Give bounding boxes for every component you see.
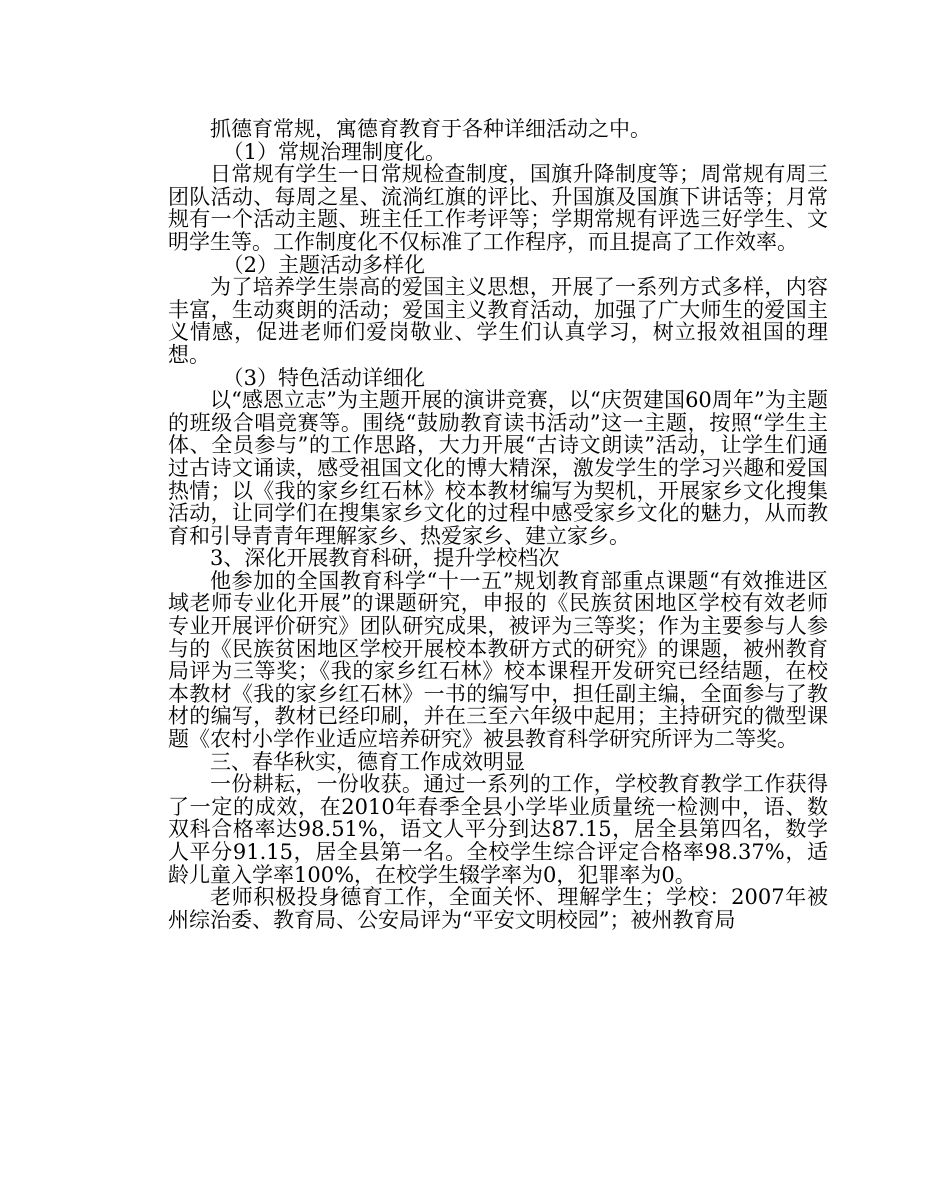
document-page bbox=[168, 118, 828, 931]
paragraph-achievements: 一份耕耘，一份收获。通过一系列的工作，学校教育教学工作获得了一定的成效，在2010年春季全县小学毕业质量统一检测中，语、数双科合格率达98.51%，语文人平分到达87.15，居全县第四名，数学人平分91.15，居全县第一名。全校学生综合评定合格率98.37%，适龄儿童入学率100%，在校学生辍学率为0，犯罪率为0。 bbox=[168, 772, 828, 887]
heading-achievements: 三、春华秋实，德育工作成效明显 bbox=[210, 749, 525, 774]
paragraph-research: 他参加的全国教育科学“十一五”规划教育部重点课题“有效推进区域老师专业化开展”的课题研究，申报的《民族贫困地区学校有效老师专业开展评价研究》团队研究成果，被评为三等奖；作为主要参与人参与的《民族贫困地区学校开展校本教研方式的研究》的课题，被州教育局评为三等奖；《我的家乡红石林》校本课程开发研究已经结题，在校本教材《我的家乡红石林》一书的编写中，担任副主编，全面参与了教材的编写，教材已经印刷，并在三至六年级中起用；主持研究的微型课题《农村小学作业适应培养研究》被县教育科学研究所评为二等奖。 bbox=[168, 568, 828, 752]
paragraph-teacher-awards: 老师积极投身德育工作，全面关怀、理解学生；学校：2007年被州综治委、教育局、公安局评为“平安文明校园”；被州教育局 bbox=[168, 885, 828, 932]
heading-routine-management: （1）常规治理制度化。 bbox=[222, 139, 446, 164]
paragraph-featured-activities: 以“感恩立志”为主题开展的演讲竞赛，以“庆贺建国60周年”为主题的班级合唱竞赛等。围绕“鼓励教育读书活动”这一主题，按照“学生主体、全员参与”的工作思路，大力开展“古诗文朗读”活动，让学生们通过古诗文诵读，感受祖国文化的博大精深，激发学生的学习兴趣和爱国热情；以《我的家乡红石林》校本教材编写为契机，开展家乡文化搜集活动，让同学们在搜集家乡文化的过程中感受家乡文化的魅力，从而教育和引导青青年理解家乡、热爱家乡、建立家乡。 bbox=[168, 388, 828, 548]
heading-featured-activities: （3）特色活动详细化 bbox=[222, 365, 425, 390]
heading-research: 3、深化开展教育科研，提升学校档次 bbox=[210, 546, 560, 571]
paragraph-routine-details: 日常规有学生一日常规检查制度，国旗升降制度等；周常规有周三团队活动、每周之星、流淌红旗的评比、升国旗及国旗下讲话等；月常规有一个活动主题、班主任工作考评等；学期常规有评选三好学生、文明学生等。工作制度化不仅标准了工作程序，而且提高了工作效率。 bbox=[168, 162, 828, 254]
heading-theme-activities: （2）主题活动多样化 bbox=[222, 252, 425, 277]
paragraph-patriotism: 为了培养学生崇高的爱国主义思想，开展了一系列方式多样，内容丰富，生动爽朗的活动；爱国主义教育活动，加强了广大师生的爱国主义情感，促进老师们爱岗敬业、学生们认真学习，树立报效祖国的理想。 bbox=[168, 275, 828, 367]
paragraph-moral-routine: 抓德育常规，寓德育教育于各种详细活动之中。 bbox=[210, 117, 651, 141]
